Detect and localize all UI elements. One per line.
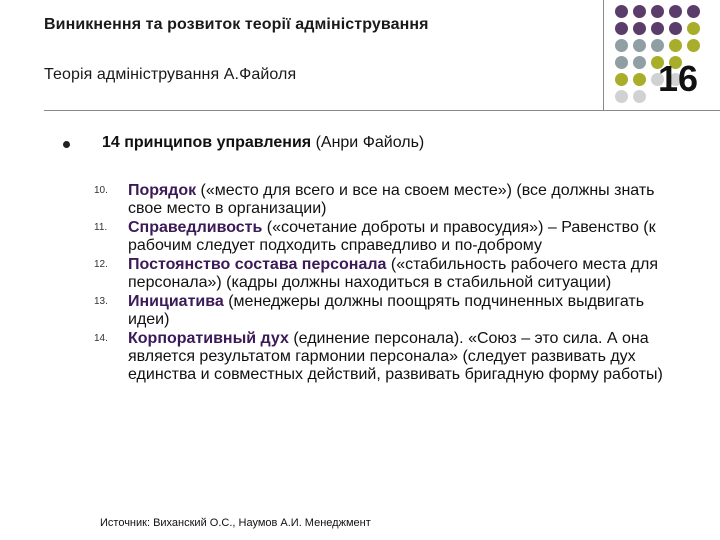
item-number: 10. bbox=[94, 185, 108, 196]
dot bbox=[615, 56, 628, 69]
item-description: («сочетание доброты и правосудия») – Равенство (к рабочим следует подходить справедливо и по-доброму bbox=[128, 219, 656, 254]
dot bbox=[651, 5, 664, 18]
dot bbox=[651, 39, 664, 52]
dot bbox=[633, 39, 646, 52]
dot bbox=[687, 22, 700, 35]
item-term: Порядок bbox=[128, 182, 197, 199]
dot bbox=[633, 22, 646, 35]
dot bbox=[669, 5, 682, 18]
principles-list bbox=[94, 182, 669, 385]
dot bbox=[669, 22, 682, 35]
horizontal-divider bbox=[44, 110, 720, 111]
dot bbox=[651, 22, 664, 35]
dot bbox=[615, 5, 628, 18]
item-term: Инициатива bbox=[128, 293, 224, 310]
item-description: (менеджеры должны поощрять подчиненных выдвигать идеи) bbox=[128, 293, 645, 328]
dot bbox=[687, 39, 700, 52]
item-number: 14. bbox=[94, 333, 108, 344]
slide-subtitle: Теорія адміністрування А.Файоля bbox=[44, 66, 297, 83]
item-number: 12. bbox=[94, 259, 108, 270]
list-item bbox=[94, 182, 669, 218]
heading-bold: 14 принципов управления bbox=[102, 134, 312, 151]
dot bbox=[633, 5, 646, 18]
slide-number: 16 bbox=[658, 58, 699, 99]
source-citation: Источник: Виханский О.С., Наумов А.И. Менеджмент bbox=[100, 517, 371, 529]
item-number: 11. bbox=[94, 222, 108, 233]
item-term: Постоянство состава персонала bbox=[128, 256, 387, 273]
dot bbox=[633, 90, 646, 103]
slide-title: Виникнення та розвиток теорії адміністрування bbox=[44, 16, 429, 33]
list-item bbox=[94, 330, 669, 384]
item-number: 13. bbox=[94, 296, 108, 307]
dot bbox=[687, 5, 700, 18]
list-item bbox=[94, 219, 669, 255]
item-term: Корпоративный дух bbox=[128, 330, 289, 347]
dot bbox=[633, 56, 646, 69]
item-description: («место для всего и все на своем месте») (все должны знать свое место в организации) bbox=[128, 182, 655, 217]
dot bbox=[669, 39, 682, 52]
dot bbox=[615, 39, 628, 52]
item-description: (единение персонала). «Союз – это сила. А она является результатом гармонии персонала» (следует развивать дух единства и совместных действий, развивать бригадную форму работы) bbox=[128, 330, 663, 383]
dot bbox=[615, 90, 628, 103]
dot bbox=[633, 73, 646, 86]
bullet-dot bbox=[63, 141, 70, 148]
item-description: («стабильность рабочего места для персонала») (кадры должны находиться в стабильной ситуации) bbox=[128, 256, 659, 291]
section-heading bbox=[102, 134, 662, 152]
dot bbox=[615, 73, 628, 86]
dot bbox=[615, 22, 628, 35]
item-term: Справедливость bbox=[128, 219, 263, 236]
list-item bbox=[94, 293, 669, 329]
list-item bbox=[94, 256, 669, 292]
heading-rest: (Анри Файоль) bbox=[311, 134, 425, 151]
vertical-divider bbox=[603, 0, 604, 110]
